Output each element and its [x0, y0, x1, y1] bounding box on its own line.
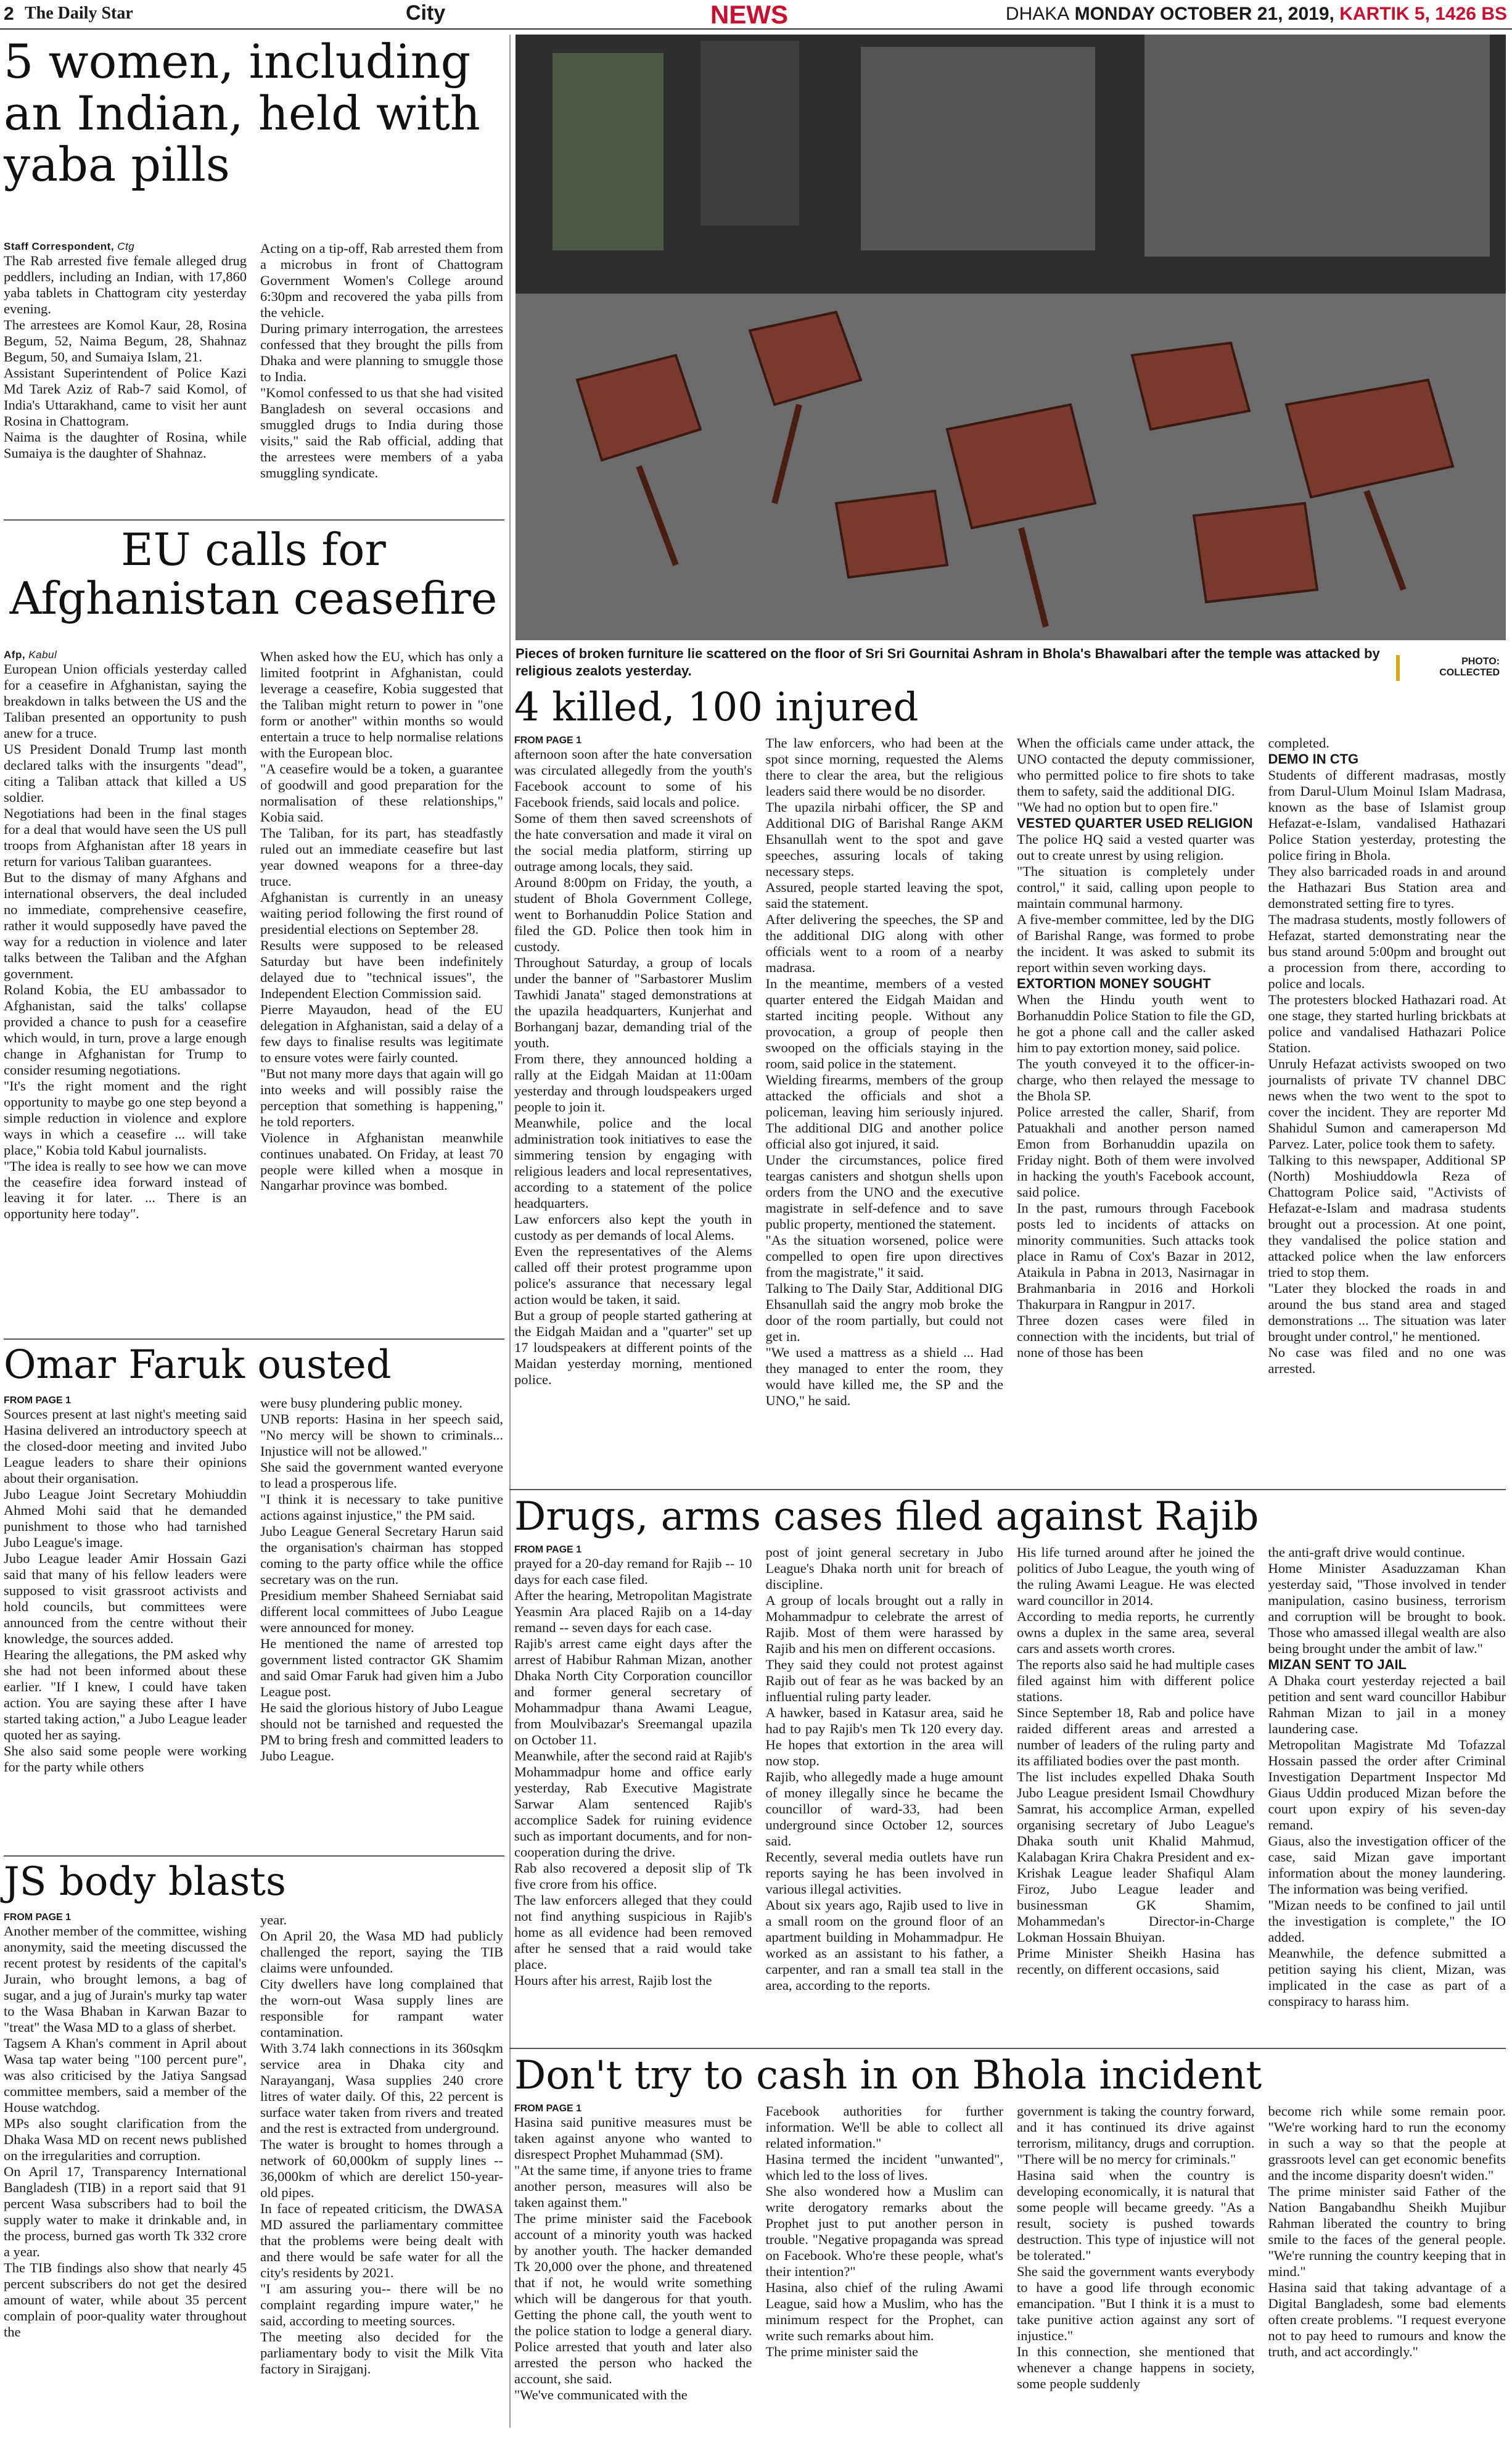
dateline: [1006, 4, 1507, 25]
paragraph: become rich while some remain poor. "We're working hard to run the economy in such a way so that the people at grassroots level can get economic benefits and the income disparity doesn't widen.": [1268, 2103, 1506, 2183]
paragraph: Sources present at last night's meeting said Hasina delivered an introductory speech at the closed-door meeting and invited Jubo League leaders to share their opinions about their organisation.: [4, 1406, 247, 1487]
killed-story: [509, 686, 1506, 1409]
bhola-story: [509, 2054, 1506, 2403]
photo-illustration: [516, 35, 1506, 640]
yaba-byline: [4, 241, 247, 253]
paragraph: On April 17, Transparency International Bangladesh (TIB) in a report said that 91 percent Wasa subscribers had to boil the supply water to make it drinkable and, in the process, burned gas worth Tk 332 crore a year.: [4, 2164, 247, 2260]
paragraph: He mentioned the name of arrested top government listed contractor GK Shamim and said Omar Faruk had given him a Jubo League post.: [260, 1636, 503, 1700]
paragraph: "But not many more days that again will go into weeks and will possibly raise the perception that something is happening," he told reporters.: [260, 1065, 503, 1129]
paragraph: "A ceasefire would be a token, a guarantee of goodwill and good preparation for the normalisation of these relationships," Kobia said.: [260, 761, 503, 825]
paragraph: "Komol confessed to us that she had visited Bangladesh on several occasions and smuggled drugs to India during those visits," said the Rab official, adding that the arrestees were members of a yaba smuggling syndicate.: [260, 384, 503, 480]
paragraph: UNB reports: Hasina in her speech said, "No mercy will be shown to criminals... Injustice will not be allowed.": [260, 1411, 503, 1459]
from-page-label: FROM PAGE 1: [514, 1544, 582, 1556]
divider: [509, 2048, 1506, 2049]
eu-byline: [4, 649, 247, 661]
paragraph: Around 8:00pm on Friday, the youth, a student of Bhola Government College, went to Borhanuddin Police Station and filed the GD. Police then took him in custody.: [514, 875, 752, 955]
paragraph: His life turned around after he joined the politics of Jubo League, the youth wing of the ruling Awami League. He was elected ward councillor in 2014.: [1017, 1544, 1255, 1609]
paragraph: The police HQ said a vested quarter was out to create unrest by using religion.: [1017, 831, 1255, 864]
paragraph: The meeting also decided for the parliamentary body to visit the Milk Vita factory in Sirajganj.: [260, 2328, 503, 2377]
paragraph: The upazila nirbahi officer, the SP and Additional DIG of Barishal Range AKM Ehsanullah went to the spot and gave speeches, assuring locals of taking necessary steps.: [765, 799, 1003, 880]
paragraph: On April 20, the Wasa MD had publicly challenged the report, saying the TIB claims were unfounded.: [260, 1928, 503, 1976]
paragraph: "We used a mattress as a shield ... Had they managed to enter the room, they would have killed me, the SP and the UNO," he said.: [765, 1344, 1003, 1408]
paragraph: The law enforcers alleged that they could not find anything suspicious in Rajib's home as all evidence had been removed after he sensed that a raid would take place.: [514, 1892, 752, 1972]
photo-credit-label: PHOTO:: [1461, 656, 1500, 667]
paragraph: Three dozen cases were filed in connection with the incidents, but trial of none of those has been: [1017, 1312, 1255, 1360]
paragraph: Hasina termed the incident "unwanted", which led to the loss of lives.: [765, 2151, 1003, 2183]
paragraph: "We've communicated with the: [514, 2387, 688, 2403]
paragraph: A Dhaka court yesterday rejected a bail petition and sent ward councillor Habibur Rahman Mizan to jail in a money laundering case.: [1268, 1673, 1506, 1737]
paragraph: completed.: [1268, 735, 1329, 751]
paragraph: Since September 18, Rab and police have raided different areas and arrested a number of leaders of the ruling party and its affiliated bodies over the past month.: [1017, 1705, 1255, 1769]
yaba-story: [4, 36, 503, 191]
paragraph: Hasina said when the country is developing economically, it is natural that some people will became greedy. "As a result, society is pushed towards destruction. This type of injustice will not be tolerated.": [1017, 2167, 1255, 2264]
paragraph: "Later they blocked the roads in and around the bus stand area and staged demonstrations ... The situation was later brought under control," he mentioned.: [1268, 1280, 1506, 1344]
paragraph: government is taking the country forward, and it has continued its drive against terrorism, militancy, drugs and corruption. "There will be no mercy for criminals.": [1017, 2103, 1255, 2167]
paragraph: After delivering the speeches, the SP and the additional DIG along with other officials went to a room of a nearby madrasa.: [765, 912, 1003, 976]
yaba-byline-place: Ctg: [117, 241, 135, 252]
paragraph: US President Donald Trump last month declared talks with the insurgents "dead", citing a Taliban attack that killed a US soldier.: [4, 741, 247, 805]
paragraph: "We had no option but to open fire.": [1017, 799, 1218, 815]
eu-headline: EU calls for Afghanistan ceasefire: [9, 524, 498, 625]
paragraph: Assured, people started leaving the spot, said the statement.: [765, 880, 1003, 912]
yaba-byline-text: Staff Correspondent,: [4, 241, 115, 252]
paragraph: The prime minister said the: [765, 2344, 918, 2360]
omar-story: [4, 1343, 503, 1775]
divider: [4, 1338, 504, 1340]
from-page-label: FROM PAGE 1: [4, 1912, 72, 1923]
paragraph: Jubo League General Secretary Harun said the organisation's chairman has stopped coming to the party office while the office secretary was on the run.: [260, 1524, 503, 1588]
from-page-label: FROM PAGE 1: [514, 2103, 582, 2114]
paragraph: The prime minister said Father of the Nation Bangabandhu Sheikh Mujibur Rahman liberated the country to bring smile to the faces of the general people. "We're running the country keeping that in mind.": [1268, 2183, 1506, 2280]
from-page-label: FROM PAGE 1: [514, 735, 582, 746]
divider: [4, 519, 504, 521]
paragraph: Acting on a tip-off, Rab arrested them from a microbus in front of Chattogram Government Women's College around 6:30pm and recovered the yaba pills from the vehicle.: [260, 241, 503, 320]
paragraph: In the past, rumours through Facebook posts led to incidents of attacks on minority communities. Such attacks took place in Ramu of Cox's Bazar in 2012, Ataikula in Pabna in 2013, Nasirnagar in Brahmanbaria in 2016 and Horkoli Thakurpara in Rangpur in 2017.: [1017, 1200, 1255, 1312]
paragraph: year.: [260, 1912, 287, 1928]
drugs-story: [509, 1495, 1506, 2010]
paragraph: She also said some people were working for the party while others: [4, 1743, 247, 1775]
js-story: [4, 1860, 503, 2377]
paragraph: Even the representatives of the Alems called off their protest programme upon police's assurance that necessary legal action would be taken, it said.: [514, 1243, 752, 1307]
subheading: EXTORTION MONEY SOUGHT: [1017, 976, 1211, 992]
dateline-city: DHAKA: [1005, 4, 1070, 24]
paragraph: A five-member committee, led by the DIG of Barishal Range, was formed to probe the incident. It was asked to submit its report within seven working days.: [1017, 912, 1255, 976]
omar-headline: Omar Faruk ousted: [4, 1342, 392, 1388]
eu-story: [4, 526, 503, 623]
category-label: NEWS: [710, 0, 788, 29]
paragraph: Pierre Mayaudon, head of the EU delegation in Afghanistan, said a delay of a few days to finalise results was legitimate to ensure votes were fairly counted.: [260, 1001, 503, 1065]
paragraph: "At the same time, if anyone tries to frame another person, measures will also be taken against them.": [514, 2163, 752, 2211]
paragraph: The list includes expelled Dhaka South Jubo League president Ismail Chowdhury Samrat, his accomplice Arman, expelled organising secretary of Jubo League's Dhaka south unit Khalid Mahmud, Kalabagan Krira Chakra President and ex-Krishak League leader Shafiqul Alam Firoz, Jubo League leader and businessman GK Shamim, Mohammedan's Director-in-Charge Lokman Hossain Bhuiyan.: [1017, 1769, 1255, 1945]
paragraph: Facebook authorities for further information. We'll be able to collect all related information.": [765, 2103, 1003, 2151]
paragraph: She said the government wanted everyone to lead a prosperous life.: [260, 1459, 503, 1491]
paragraph: They said they could not protest against Rajib out of fear as he was backed by an influential ruling party leader.: [765, 1657, 1003, 1705]
section-label: City: [406, 1, 446, 25]
paragraph: When asked how the EU, which has only a limited footprint in Afghanistan, could leverage a ceasefire, Kobia suggested that the Taliban might return to power in "one form or another" within months so would entertain a truce to help normalise relations with the European bloc.: [260, 649, 503, 761]
paragraph: "The idea is really to see how we can move the ceasefire idea forward instead of leaving it for later. ... There is an opportunity here today".: [4, 1158, 247, 1222]
paragraph: Meanwhile, police and the local administration took initiatives to ease the simmering tension by engaging with religious leaders and local representatives, according to a statement of the police headquarters.: [514, 1115, 752, 1211]
paragraph: Police arrested the caller, Sharif, from Patuakhali and another person named Emon from Borhanuddin upazila on Friday night. Both of them were involved in hacking the youth's Facebook account, said police.: [1017, 1104, 1255, 1200]
paragraph: City dwellers have long complained that the worn-out Wasa supply lines are responsible for rampant water contamination.: [260, 1976, 503, 2040]
paragraph: But to the dismay of many Afghans and international observers, the deal included no immediate, comprehensive ceasefire, rather it would supposedly have paved the way for a reduction in violence and later talks between the Taliban and the Afghan government.: [4, 869, 247, 981]
paragraph: The prime minister said the Facebook account of a minority youth was hacked by another youth. The hacker demanded Tk 20,000 over the phone, and threatened that if not, he would write something which will be dangerous for that youth. Getting the phone call, the youth went to the police station to lodge a general diary. Police arrested that youth and later also arrested the person who hacked the account, she said.: [514, 2211, 752, 2387]
paragraph: The reports also said he had multiple cases filed against him with different police stations.: [1017, 1657, 1255, 1705]
dateline-date: MONDAY OCTOBER 21, 2019,: [1074, 4, 1334, 24]
paragraph: Jubo League leader Amir Hossain Gazi said that many of his fellow leaders were supposed to visit grassroot activists and hold councils, but committees were announced from the centre without their knowledge, the sources added.: [4, 1551, 247, 1647]
paragraph: The protesters blocked Hathazari road. At one stage, they started hurling brickbats at police and vandalised Hathazari Police Station.: [1268, 992, 1506, 1056]
paragraph: They also barricaded roads in and around the Hathazari Bus Station area and demonstrated setting fire to tyres.: [1268, 864, 1506, 912]
paragraph: The TIB findings also show that nearly 45 percent subscribers do not get the desired amount of water, while about 35 percent complain of poor-quality water throughout the: [4, 2260, 247, 2340]
paragraph: When the officials came under attack, the UNO contacted the deputy commissioner, who permitted police to fire shots to take them to safety, said the additional DIG.: [1017, 735, 1255, 799]
paragraph: "As the situation worsened, police were compelled to open fire upon directives from the magistrate," it said.: [765, 1232, 1003, 1280]
paragraph: Rab also recovered a deposit slip of Tk five crore from his office.: [514, 1860, 752, 1892]
paragraph: Jubo League Joint Secretary Mohiuddin Ahmed Mohi said that he demanded punishment to those who had tarnished Jubo League's image.: [4, 1487, 247, 1551]
paragraph: Violence in Afghanistan meanwhile continues unabated. On Friday, at least 70 people were killed when a mosque in Nangarhar province was bombed.: [260, 1129, 503, 1194]
photo-credit-source: COLLECTED: [1439, 667, 1500, 678]
killed-headline: 4 killed, 100 injured: [514, 685, 919, 730]
page-number: 2: [4, 4, 14, 24]
paragraph: Giaus, also the investigation officer of the case, said Mizan gave important information about the money laundering. The information was being verified.: [1268, 1833, 1506, 1897]
credit-marker: [1396, 655, 1400, 681]
paragraph: Hasina said that taking advantage of a Digital Bangladesh, some bad elements often create problems. "I request everyone not to pay heed to rumours and know the truth, and act accordingly.": [1268, 2280, 1506, 2360]
subheading: DEMO IN CTG: [1268, 751, 1359, 767]
paragraph: A hawker, based in Katasur area, said he had to pay Rajib's men Tk 120 every day. He hopes that extortion in the area will now stop.: [765, 1705, 1003, 1769]
paragraph: Meanwhile, the defence submitted a petition saying his client, Mizan, was implicated in the case as part of a conspiracy to harass him.: [1268, 1945, 1506, 2009]
paragraph: Hasina said punitive measures must be taken against anyone who wanted to disrespect Prophet Muhammad (SM).: [514, 2114, 752, 2163]
paragraph: Rajib, who allegedly made a huge amount of money illegally since he became the councillor of ward-33, had been underground since October 12, sources said.: [765, 1769, 1003, 1849]
news-photo: [516, 35, 1506, 640]
paragraph: The water is brought to homes through a network of 60,000km of supply lines -- 36,000km of which are derelict 150-year-old pipes.: [260, 2137, 503, 2201]
paragraph: The youth conveyed it to the officer-in-charge, who then relayed the message to the Bhola SP.: [1017, 1056, 1255, 1104]
paragraph: The law enforcers, who had been at the spot since morning, requested the Alems there to clear the area, but the religious leaders said there would be no disorder.: [765, 735, 1003, 799]
paragraph: "The situation is completely under control," it said, calling upon people to maintain communal harmony.: [1017, 864, 1255, 912]
photo-credit: [1400, 656, 1500, 678]
paragraph: European Union officials yesterday called for a ceasefire in Afghanistan, saying the breakdown in talks between the US and the Taliban presented an opportunity to push anew for a truce.: [4, 661, 247, 741]
paragraph: afternoon soon after the hate conversation was circulated allegedly from the youth's Facebook account to some of his Facebook friends, said locals and police.: [514, 746, 752, 810]
paragraph: Prime Minister Sheikh Hasina has recently, on different occasions, said: [1017, 1945, 1255, 1977]
from-page-label: FROM PAGE 1: [4, 1395, 72, 1406]
paragraph: In the meantime, members of a vested quarter entered the Eidgah Maidan and started inciting people. Without any provocation, a group of people then swooped on the officials staying in the room, said police in the statement.: [765, 976, 1003, 1072]
paragraph: In face of repeated criticism, the DWASA MD assured the parliamentary committee that the problems were being dealt with and there would be safe water for all the city's residents by 2021.: [260, 2201, 503, 2281]
paragraph: "I am assuring you-- there will be no complaint regarding impure water," he said, according to meeting sources.: [260, 2281, 503, 2328]
paragraph: Afghanistan is currently in an uneasy waiting period following the first round of presidential elections on September 28.: [260, 889, 503, 937]
yaba-headline: 5 women, including an Indian, held with yaba pills: [4, 34, 480, 192]
paragraph: He said the glorious history of Jubo League should not be tarnished and requested the PM to bring fresh and committed leaders to Jubo League.: [260, 1700, 503, 1764]
paragraph: Talking to this newspaper, Additional SP (North) Moshiuddowla Reza of Chattogram Police said, "Activists of Hefazat-e-Islam and madrasa students brought out a procession. At one point, they vandalised the police station and attacked police when the law enforcers tried to stop them.: [1268, 1152, 1506, 1280]
paragraph: But a group of people started gathering at the Eidgah Maidan and a "quarter" set up 17 loudspeakers at different points of the Maidan yesterday morning, mentioned police.: [514, 1307, 752, 1387]
paragraph: The Taliban, for its part, has steadfastly ruled out an immediate ceasefire but last year downed weapons for a three-day truce.: [260, 825, 503, 889]
paragraph: Under the circumstances, police fired teargas canisters and shotgun shells upon orders from the UNO and the executive magistrate in self-defence and to save public property, mentioned the statement.: [765, 1152, 1003, 1232]
paragraph: Metropolitan Magistrate Md Tofazzal Hossain passed the order after Criminal Investigation Department Inspector Md Giaus Uddin produced Mizan before the court upon expiry of his seven-day remand.: [1268, 1737, 1506, 1833]
paragraph: When the Hindu youth went to Borhanuddin Police Station to file the GD, he got a phone call and the caller asked him to pay extortion money, said police.: [1017, 992, 1255, 1056]
paragraph: A group of locals brought out a rally in Mohammadpur to celebrate the arrest of Rajib. Most of them were harassed by Rajib and his men on different occasions.: [765, 1593, 1003, 1657]
js-headline: JS body blasts: [4, 1859, 286, 1905]
paragraph: Rajib's arrest came eight days after the arrest of Habibur Rahman Mizan, another Dhaka North City Corporation councillor and former general secretary of Mohammadpur thana Awami League, from Moulvibazar's Sreemangal upazila on October 11.: [514, 1636, 752, 1748]
paragraph: Presidium member Shaheed Serniabat said different local committees of Jubo League were announced for money.: [260, 1588, 503, 1636]
paragraph: Students of different madrasas, mostly from Darul-Ulum Moinul Islam Madrasa, known as the base of Islamist group Hefazat-e-Islam, vandalised Hathazari Police Station yesterday, protesting the police firing in Bhola.: [1268, 767, 1506, 864]
paragraph: "I think it is necessary to take punitive actions against injustice," the PM said.: [260, 1491, 503, 1524]
masthead: The Daily Star: [25, 4, 133, 23]
paragraph: Hearing the allegations, the PM asked why she had not been informed about these earlier. "If I knew, I could have taken action. You are saying these after I have started taking action," a Jubo League leader quoted her as saying.: [4, 1647, 247, 1743]
bhola-headline: Don't try to cash in on Bhola incident: [514, 2053, 1262, 2098]
paragraph: Results were supposed to be released Saturday but have been indefinitely delayed due to "technical issues", the Independent Election Commission said.: [260, 937, 503, 1001]
paragraph: Unruly Hefazat activists swooped on two journalists of private TV channel DBC news when the two went to the spot to cover the incident. They are reporter Md Shahidul Sumon and cameraperson Md Parvez. Later, police took them to safety.: [1268, 1056, 1506, 1152]
paragraph: After the hearing, Metropolitan Magistrate Yeasmin Ara placed Rajib on a 14-day remand -- seven days for each case.: [514, 1588, 752, 1636]
paragraph: Tagsem A Khan's comment in April about Wasa tap water being "100 percent pure", was also criticised by the Jatiya Sangsad committee members, said a member of the House watchdog.: [4, 2035, 247, 2116]
paragraph: the anti-graft drive would continue.: [1268, 1544, 1465, 1561]
paragraph: According to media reports, he currently owns a duplex in the same area, several cars and assets worth crores.: [1017, 1609, 1255, 1657]
paragraph: "Mizan needs to be confined to jail until the investigation is complete," the IO added.: [1268, 1897, 1506, 1945]
paragraph: The madrasa students, mostly followers of Hefazat, started demonstrating near the bus stand around 5:00pm and brought out a procession from there, according to police and locals.: [1268, 912, 1506, 992]
paragraph: Some of them then saved screenshots of the hate conversation and made it viral on the social media platform, stirring up outrage among locals, they said.: [514, 810, 752, 875]
paragraph: Another member of the committee, wishing anonymity, said the meeting discussed the recent protest by residents of the capital's Jurain, who brought lemons, a bag of sugar, and a jug of Jurain's murky tap water to the Wasa Bhaban in Karwan Bazar to "treat" the Wasa MD to a glass of sherbet.: [4, 1923, 247, 2035]
paragraph: post of joint general secretary in Jubo League's Dhaka north unit for breach of discipline.: [765, 1544, 1003, 1593]
photo-caption: Pieces of broken furniture lie scattered on the floor of Sri Sri Gournitai Ashram in Bhola's Bhawalbari after the temple was attacked by religious zealots yesterday.: [516, 646, 1380, 678]
paragraph: Talking to The Daily Star, Additional DIG Ehsanullah said the angry mob broke the door of the room partially, but could not get in.: [765, 1280, 1003, 1344]
paragraph: Recently, several media outlets have run reports saying he has been involved in various illegal activities.: [765, 1849, 1003, 1897]
paragraph: Assistant Superintendent of Police Kazi Md Tarek Aziz of Rab-7 said Komol, of India's Uttarakhand, came to visit her aunt Rosina in Chattogram.: [4, 365, 247, 429]
subheading: MIZAN SENT TO JAIL: [1268, 1657, 1407, 1673]
paragraph: MPs also sought clarification from the Dhaka Wasa MD on recent news published on the irregularities and corruption.: [4, 2116, 247, 2164]
eu-byline-place: Kabul: [28, 649, 57, 661]
eu-byline-text: Afp,: [4, 649, 26, 661]
paragraph: Hasina, also chief of the ruling Awami League, said how a Muslim, who has the minimum respect for the Prophet, can write such remarks about him.: [765, 2280, 1003, 2344]
paragraph: The Rab arrested five female alleged drug peddlers, including an Indian, with 17,860 yaba tablets in Chattogram city yesterday evening.: [4, 253, 247, 316]
paragraph: were busy plundering public money.: [260, 1395, 462, 1411]
paragraph: Wielding firearms, members of the group attacked the officials and shot a policeman, leaving him seriously injured. The additional DIG and another police official also got injured, it said.: [765, 1072, 1003, 1152]
paragraph: Negotiations had been in the final stages for a deal that would have seen the US pull troops from Afghanistan after 18 years in return for various Taliban guarantees.: [4, 805, 247, 869]
paragraph: Roland Kobia, the EU ambassador to Afghanistan, said the talks' collapse provided a chance to push for a ceasefire which would, in turn, prove a large enough change in Afghanistan for Trump to consider resuming negotiations.: [4, 981, 247, 1078]
dateline-kartik: KARTIK 5, 1426 BS: [1339, 4, 1507, 24]
paragraph: prayed for a 20-day remand for Rajib -- 10 days for each case filed.: [514, 1556, 752, 1588]
paragraph: From there, they announced holding a rally at the Eidgah Maidan at 11:00am yesterday and through loudspeakers urged people to join it.: [514, 1051, 752, 1115]
page-header: [0, 0, 1512, 30]
paragraph: "It's the right moment and the right opportunity to maybe go one step beyond a simple reduction in violence and explore ways in which a ceasefire ... will take place," Kobia told Kabul journalists.: [4, 1078, 247, 1158]
paragraph: Law enforcers also kept the youth in custody as per demands of local Alems.: [514, 1211, 752, 1243]
paragraph: During primary interrogation, the arrestees confessed that they brought the pills from Dhaka and were planning to smuggle those to India.: [260, 320, 503, 384]
paragraph: Hours after his arrest, Rajib lost the: [514, 1972, 712, 1988]
paragraph: Meanwhile, after the second raid at Rajib's Mohammadpur home and office early yesterday, Rab Executive Magistrate Sarwar Alam sentenced Rajib's accomplice Sadek for ruining evidence such as important documents, and for non-cooperation during the drive.: [514, 1748, 752, 1860]
paragraph: In this connection, she mentioned that whenever a change happens in society, some people suddenly: [1017, 2344, 1255, 2392]
paragraph: She said the government wants everybody to have a good life through economic emancipation. "But I think it is a must to take punitive action against any sort of injustice.": [1017, 2264, 1255, 2344]
paragraph: Naima is the daughter of Rosina, while Sumaiya is the daughter of Shahnaz.: [4, 429, 247, 461]
subheading: VESTED QUARTER USED RELIGION: [1017, 815, 1253, 831]
paragraph: With 3.74 lakh connections in its 360sqkm service area in Dhaka city and Narayanganj, Wasa supplies 240 crore litres of water daily. Of this, 22 percent is surface water taken from rivers and treated and the rest is extracted from underground.: [260, 2040, 503, 2137]
drugs-headline: Drugs, arms cases filed against Rajib: [514, 1494, 1259, 1540]
paragraph: Home Minister Asaduzzaman Khan yesterday said, "Those involved in tender manipulation, casino business, terrorism and corruption will be brought to book. Those who amassed illegal wealth are also being brought under the ambit of law.": [1268, 1561, 1506, 1657]
paragraph: About six years ago, Rajib used to live in a small room on the ground floor of an apartment building in Mohammadpur. He worked as an assistant to his father, a carpenter, and ran a small tea stall in the area, according to the reports.: [765, 1897, 1003, 1993]
paragraph: The arrestees are Komol Kaur, 28, Rosina Begum, 52, Naima Begum, 28, Shahnaz Begum, 50, and Sumaiya Islam, 21.: [4, 316, 247, 365]
divider: [4, 1855, 504, 1857]
paragraph: No case was filed and no one was arrested.: [1268, 1344, 1506, 1376]
paragraph: Throughout Saturday, a group of locals under the banner of "Sarbastorer Muslim Tawhidi Janata" staged demonstrations at the upazila headquarters, Kunjerhat and Borhanganj bazar, demanding trial of the youth.: [514, 955, 752, 1051]
divider: [509, 1489, 1506, 1490]
paragraph: She also wondered how a Muslim can write derogatory remarks about the Prophet just to put another person in trouble. "Negative propaganda was spread on Facebook. Who're these people, what's their intention?": [765, 2183, 1003, 2280]
eu-body: [4, 649, 503, 1222]
yaba-body: [4, 241, 503, 481]
